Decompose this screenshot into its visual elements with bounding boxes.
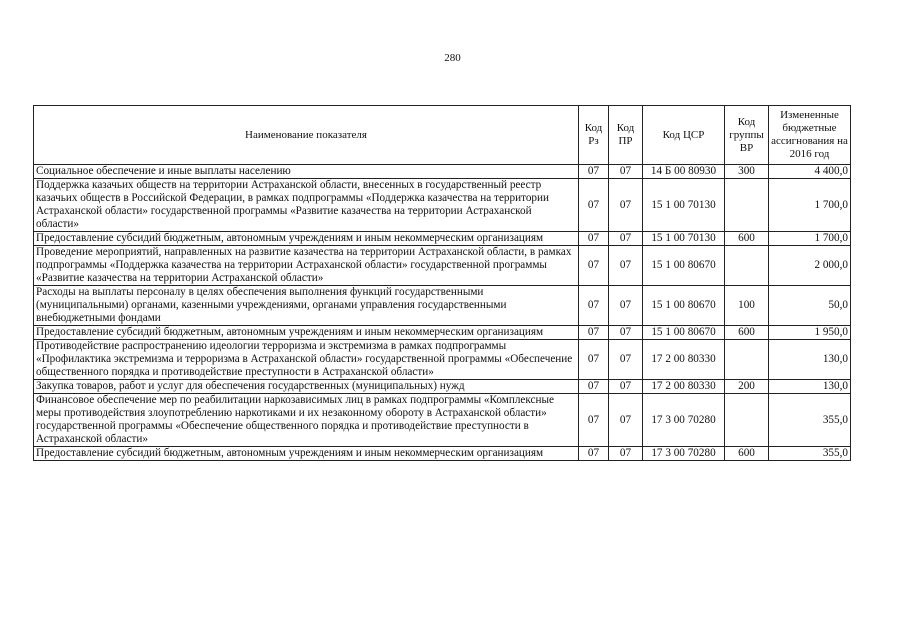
row-pr: 07 [609,380,643,394]
row-csr: 15 1 00 80670 [643,246,725,286]
row-csr: 17 2 00 80330 [643,380,725,394]
row-rz: 07 [579,232,609,246]
row-name: Финансовое обеспечение мер по реабилитации наркозависимых лиц в рамках подпрограммы «Комплексные меры противодействия злоупотреблению наркотиками и их незаконному обороту в Астраханской области» государственной программы «Обеспечение общественного порядка и противодействие преступности в Астраханской области» [34,394,579,447]
table-row [34,340,851,380]
row-amount: 50,0 [769,286,851,326]
row-rz: 07 [579,179,609,232]
row-vr [725,179,769,232]
budget-table [33,105,851,461]
row-rz: 07 [579,380,609,394]
row-rz: 07 [579,394,609,447]
row-amount: 355,0 [769,447,851,461]
row-csr: 17 3 00 70280 [643,447,725,461]
row-amount: 130,0 [769,380,851,394]
row-rz: 07 [579,286,609,326]
row-name: Противодействие распространению идеологии терроризма и экстремизма в рамках подпрограммы «Профилактика экстремизма и терроризма в Астраханской области» государственной программы «Обеспечение общественного порядка и противодействие преступности в Астраханской области» [34,340,579,380]
table-row [34,232,851,246]
row-vr: 100 [725,286,769,326]
row-pr: 07 [609,447,643,461]
row-rz: 07 [579,165,609,179]
row-vr [725,394,769,447]
row-pr: 07 [609,232,643,246]
row-csr: 15 1 00 80670 [643,326,725,340]
row-amount: 1 950,0 [769,326,851,340]
row-name: Проведение мероприятий, направленных на развитие казачества на территории Астраханской области, в рамках подпрограммы «Поддержка казачества на территории Астраханской области» государственной программы «Развитие казачества на территории Астраханской области» [34,246,579,286]
row-vr: 600 [725,447,769,461]
row-name: Поддержка казачьих обществ на территории Астраханской области, внесенных в государственный реестр казачьих обществ в Российской Федерации, в рамках подпрограммы «Поддержка казачества на территории Астраханской области» государственной программы «Развитие казачества на территории Астраханской области» [34,179,579,232]
row-name: Закупка товаров, работ и услуг для обеспечения государственных (муниципальных) нужд [34,380,579,394]
row-pr: 07 [609,394,643,447]
page-number: 280 [444,52,461,64]
row-csr: 15 1 00 70130 [643,179,725,232]
header-csr: Код ЦСР [643,106,725,165]
row-name: Предоставление субсидий бюджетным, автономным учреждениям и иным некоммерческим организациям [34,447,579,461]
row-vr: 300 [725,165,769,179]
row-rz: 07 [579,340,609,380]
header-name: Наименование показателя [34,106,579,165]
table-row [34,286,851,326]
row-amount: 355,0 [769,394,851,447]
table-row [34,394,851,447]
header-pr: Код ПР [609,106,643,165]
table-row [34,447,851,461]
row-amount: 4 400,0 [769,165,851,179]
table-row [34,326,851,340]
table-row [34,380,851,394]
row-vr [725,246,769,286]
row-rz: 07 [579,326,609,340]
row-pr: 07 [609,179,643,232]
row-amount: 1 700,0 [769,232,851,246]
row-rz: 07 [579,246,609,286]
row-amount: 2 000,0 [769,246,851,286]
row-rz: 07 [579,447,609,461]
row-csr: 17 2 00 80330 [643,340,725,380]
row-vr: 600 [725,326,769,340]
row-pr: 07 [609,340,643,380]
row-amount: 130,0 [769,340,851,380]
row-pr: 07 [609,286,643,326]
row-amount: 1 700,0 [769,179,851,232]
table-header-row [34,106,851,165]
row-vr: 200 [725,380,769,394]
header-amount: Измененные бюджетные ассигнования на 2016 год [769,106,851,165]
row-name: Предоставление субсидий бюджетным, автономным учреждениям и иным некоммерческим организациям [34,232,579,246]
row-pr: 07 [609,165,643,179]
header-vr: Код группы ВР [725,106,769,165]
row-pr: 07 [609,326,643,340]
row-pr: 07 [609,246,643,286]
row-name: Расходы на выплаты персоналу в целях обеспечения выполнения функций государственными (муниципальными) органами, казенными учреждениями, органами управления государственными внебюджетными фондами [34,286,579,326]
row-csr: 15 1 00 80670 [643,286,725,326]
table-row [34,179,851,232]
row-csr: 14 Б 00 80930 [643,165,725,179]
row-vr: 600 [725,232,769,246]
row-csr: 15 1 00 70130 [643,232,725,246]
header-rz: Код Рз [579,106,609,165]
table-row [34,165,851,179]
row-csr: 17 3 00 70280 [643,394,725,447]
table-row [34,246,851,286]
row-vr [725,340,769,380]
row-name: Социальное обеспечение и иные выплаты населению [34,165,579,179]
row-name: Предоставление субсидий бюджетным, автономным учреждениям и иным некоммерческим организациям [34,326,579,340]
